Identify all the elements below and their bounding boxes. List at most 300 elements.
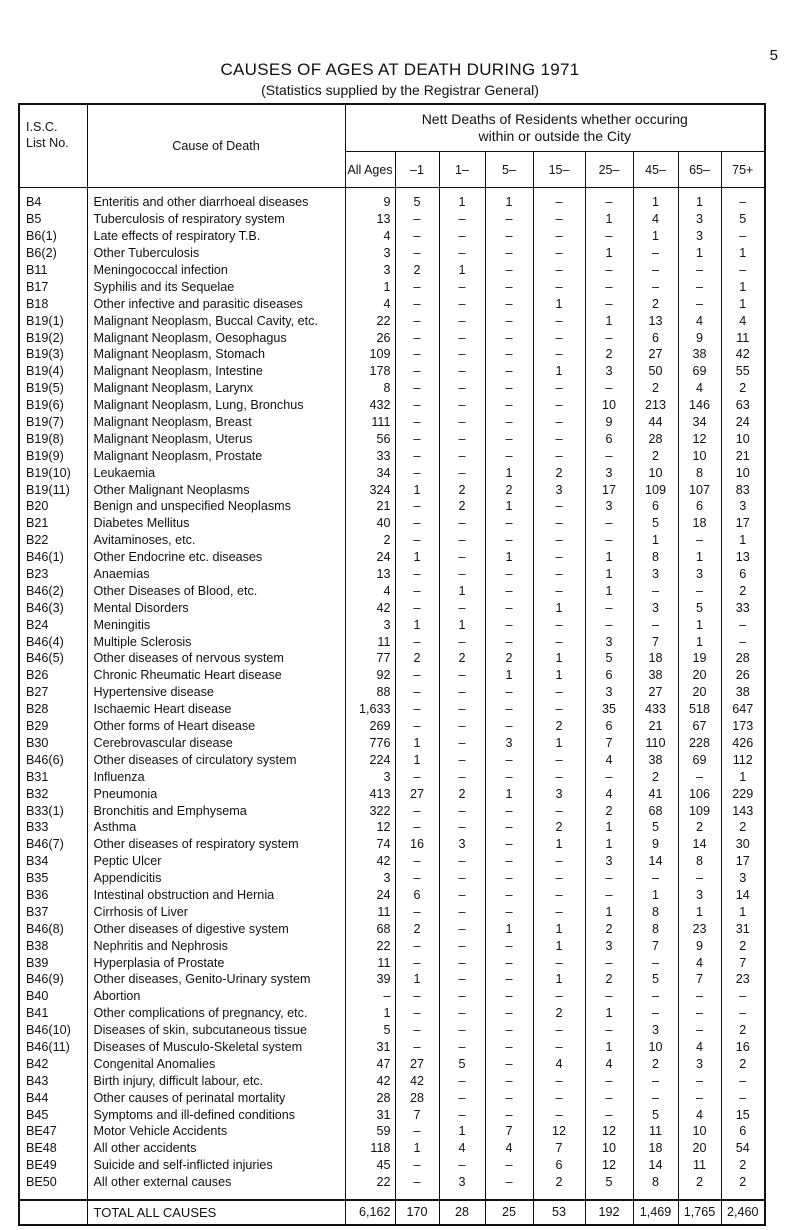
age-value: – bbox=[633, 616, 678, 633]
icsc-code: B19(11) bbox=[19, 481, 87, 498]
age-value: 23 bbox=[721, 971, 765, 988]
table-row bbox=[19, 1174, 765, 1200]
age-value: 2 bbox=[439, 481, 485, 498]
age-header-8: 75+ bbox=[721, 152, 765, 188]
all-ages-value: 31 bbox=[345, 1106, 395, 1123]
age-value: 1 bbox=[585, 582, 633, 599]
cause-name: Anaemias bbox=[87, 566, 345, 583]
cause-name: Suicide and self-inflicted injuries bbox=[87, 1157, 345, 1174]
age-value: – bbox=[485, 853, 533, 870]
all-ages-value: 31 bbox=[345, 1039, 395, 1056]
age-value: 1 bbox=[395, 616, 439, 633]
cause-name: Malignant Neoplasm, Larynx bbox=[87, 380, 345, 397]
table-row bbox=[19, 188, 765, 211]
age-value: 20 bbox=[678, 667, 721, 684]
age-value: – bbox=[439, 447, 485, 464]
table-row bbox=[19, 1157, 765, 1174]
age-value: – bbox=[485, 633, 533, 650]
nett-header-line1: Nett Deaths of Residents whether occuring bbox=[421, 111, 688, 127]
table-row bbox=[19, 566, 765, 583]
age-value: 6 bbox=[721, 566, 765, 583]
age-value: – bbox=[485, 1174, 533, 1200]
age-value: 10 bbox=[678, 447, 721, 464]
age-value: 3 bbox=[439, 836, 485, 853]
age-value: – bbox=[485, 566, 533, 583]
age-value: 2 bbox=[533, 464, 585, 481]
age-value: 3 bbox=[633, 599, 678, 616]
age-value: 1 bbox=[721, 768, 765, 785]
table-row bbox=[19, 363, 765, 380]
age-value: – bbox=[721, 1005, 765, 1022]
age-value: – bbox=[439, 735, 485, 752]
age-value: 18 bbox=[633, 1140, 678, 1157]
age-value: – bbox=[439, 1022, 485, 1039]
table-row bbox=[19, 295, 765, 312]
all-ages-value: 11 bbox=[345, 633, 395, 650]
table-row bbox=[19, 684, 765, 701]
table-row bbox=[19, 937, 765, 954]
age-value: 16 bbox=[395, 836, 439, 853]
all-ages-value: 24 bbox=[345, 549, 395, 566]
age-value: 1 bbox=[678, 188, 721, 211]
age-value: 7 bbox=[678, 971, 721, 988]
age-value: – bbox=[678, 870, 721, 887]
age-value: 2 bbox=[485, 650, 533, 667]
icsc-code: B46(8) bbox=[19, 920, 87, 937]
age-value: – bbox=[395, 380, 439, 397]
cause-name: Other infective and parasitic diseases bbox=[87, 295, 345, 312]
age-value: – bbox=[439, 312, 485, 329]
age-value: – bbox=[485, 312, 533, 329]
age-value: 4 bbox=[678, 1106, 721, 1123]
age-value: – bbox=[533, 684, 585, 701]
age-value: 2 bbox=[678, 1174, 721, 1200]
age-value: 2 bbox=[585, 802, 633, 819]
age-value: – bbox=[485, 954, 533, 971]
age-value: 2 bbox=[533, 1005, 585, 1022]
age-value: 5 bbox=[633, 515, 678, 532]
icsc-code: B46(1) bbox=[19, 549, 87, 566]
age-value: 20 bbox=[678, 1140, 721, 1157]
age-value: – bbox=[485, 363, 533, 380]
age-value: – bbox=[721, 228, 765, 245]
age-value: 31 bbox=[721, 920, 765, 937]
cause-name: Leukaemia bbox=[87, 464, 345, 481]
age-value: 12 bbox=[678, 430, 721, 447]
cause-name: Motor Vehicle Accidents bbox=[87, 1123, 345, 1140]
age-value: – bbox=[533, 768, 585, 785]
age-value: 1 bbox=[585, 819, 633, 836]
age-value: – bbox=[485, 616, 533, 633]
total-age-value: 170 bbox=[395, 1200, 439, 1225]
table-row bbox=[19, 1140, 765, 1157]
table-row bbox=[19, 971, 765, 988]
age-value: – bbox=[585, 768, 633, 785]
age-value: – bbox=[585, 329, 633, 346]
age-value: 5 bbox=[395, 188, 439, 211]
age-value: – bbox=[585, 954, 633, 971]
age-value: 18 bbox=[678, 515, 721, 532]
age-value: 34 bbox=[678, 414, 721, 431]
age-value: – bbox=[533, 1072, 585, 1089]
age-value: – bbox=[678, 768, 721, 785]
age-value: 5 bbox=[439, 1055, 485, 1072]
table-row bbox=[19, 1089, 765, 1106]
age-value: 2 bbox=[533, 718, 585, 735]
cause-name: Birth injury, difficult labour, etc. bbox=[87, 1072, 345, 1089]
age-value: – bbox=[395, 566, 439, 583]
age-value: – bbox=[395, 363, 439, 380]
icsc-code: B46(3) bbox=[19, 599, 87, 616]
age-value: 15 bbox=[721, 1106, 765, 1123]
age-value: 1 bbox=[439, 616, 485, 633]
table-row bbox=[19, 481, 765, 498]
age-value: 1 bbox=[533, 650, 585, 667]
table-row bbox=[19, 768, 765, 785]
age-value: – bbox=[585, 1089, 633, 1106]
age-header-0: All Ages bbox=[345, 152, 395, 188]
all-ages-value: 47 bbox=[345, 1055, 395, 1072]
age-value: – bbox=[439, 887, 485, 904]
age-value: 54 bbox=[721, 1140, 765, 1157]
icsc-code: B46(10) bbox=[19, 1022, 87, 1039]
icsc-code: B41 bbox=[19, 1005, 87, 1022]
icsc-header-line2: List No. bbox=[26, 136, 69, 150]
age-value: – bbox=[485, 903, 533, 920]
total-age-value: 1,765 bbox=[678, 1200, 721, 1225]
table-row bbox=[19, 414, 765, 431]
age-value: 1 bbox=[485, 188, 533, 211]
age-value: 109 bbox=[633, 481, 678, 498]
all-ages-value: 324 bbox=[345, 481, 395, 498]
age-value: – bbox=[533, 498, 585, 515]
all-ages-value: 3 bbox=[345, 616, 395, 633]
page-title: CAUSES OF AGES AT DEATH DURING 1971 bbox=[220, 60, 580, 79]
age-value: 1 bbox=[721, 532, 765, 549]
age-value: – bbox=[533, 188, 585, 211]
age-value: – bbox=[395, 684, 439, 701]
cause-name: Malignant Neoplasm, Oesophagus bbox=[87, 329, 345, 346]
icsc-code: B37 bbox=[19, 903, 87, 920]
cause-name: Other diseases of respiratory system bbox=[87, 836, 345, 853]
cause-name: Appendicitis bbox=[87, 870, 345, 887]
age-value: 229 bbox=[721, 785, 765, 802]
table-body bbox=[19, 188, 765, 1200]
age-value: 8 bbox=[633, 1174, 678, 1200]
age-value: 3 bbox=[585, 363, 633, 380]
cause-name: Benign and unspecified Neoplasms bbox=[87, 498, 345, 515]
all-ages-value: 26 bbox=[345, 329, 395, 346]
cause-name: Late effects of respiratory T.B. bbox=[87, 228, 345, 245]
table-row bbox=[19, 430, 765, 447]
age-value: 7 bbox=[633, 633, 678, 650]
age-value: 2 bbox=[395, 920, 439, 937]
age-value: 1 bbox=[439, 582, 485, 599]
age-value: 1 bbox=[533, 735, 585, 752]
all-ages-value: 1 bbox=[345, 278, 395, 295]
age-value: – bbox=[439, 1106, 485, 1123]
age-value: 6 bbox=[721, 1123, 765, 1140]
age-value: – bbox=[395, 532, 439, 549]
age-header-6: 45– bbox=[633, 152, 678, 188]
age-value: 1 bbox=[721, 903, 765, 920]
age-value: 2 bbox=[721, 937, 765, 954]
age-value: – bbox=[633, 954, 678, 971]
cause-name: Chronic Rheumatic Heart disease bbox=[87, 667, 345, 684]
age-value: 26 bbox=[721, 667, 765, 684]
age-value: 1 bbox=[678, 616, 721, 633]
age-value: 28 bbox=[633, 430, 678, 447]
cause-name: Meningitis bbox=[87, 616, 345, 633]
age-value: – bbox=[485, 768, 533, 785]
all-ages-value: 9 bbox=[345, 188, 395, 211]
age-value: 5 bbox=[721, 211, 765, 228]
age-value: 1 bbox=[585, 903, 633, 920]
age-value: 4 bbox=[585, 1055, 633, 1072]
age-value: – bbox=[395, 954, 439, 971]
total-age-value: 1,469 bbox=[633, 1200, 678, 1225]
age-value: – bbox=[485, 802, 533, 819]
all-ages-value: 45 bbox=[345, 1157, 395, 1174]
icsc-code: B36 bbox=[19, 887, 87, 904]
all-ages-value: 4 bbox=[345, 295, 395, 312]
age-value: 3 bbox=[678, 1055, 721, 1072]
age-value: – bbox=[395, 397, 439, 414]
icsc-code: B42 bbox=[19, 1055, 87, 1072]
age-value: 1 bbox=[721, 278, 765, 295]
table-row bbox=[19, 1123, 765, 1140]
age-value: 8 bbox=[678, 853, 721, 870]
icsc-code: B20 bbox=[19, 498, 87, 515]
cause-name: All other external causes bbox=[87, 1174, 345, 1200]
age-value: – bbox=[585, 228, 633, 245]
icsc-code: B6(1) bbox=[19, 228, 87, 245]
all-ages-value: 68 bbox=[345, 920, 395, 937]
all-ages-value: 111 bbox=[345, 414, 395, 431]
age-value: 2 bbox=[485, 481, 533, 498]
cause-name: Peptic Ulcer bbox=[87, 853, 345, 870]
age-value: 3 bbox=[533, 481, 585, 498]
age-value: – bbox=[678, 295, 721, 312]
age-value: – bbox=[678, 582, 721, 599]
icsc-code: B19(8) bbox=[19, 430, 87, 447]
age-value: – bbox=[585, 447, 633, 464]
age-value: 1 bbox=[439, 1123, 485, 1140]
icsc-code: B23 bbox=[19, 566, 87, 583]
cause-name: Other Diseases of Blood, etc. bbox=[87, 582, 345, 599]
age-value: – bbox=[633, 988, 678, 1005]
all-ages-value: 269 bbox=[345, 718, 395, 735]
icsc-code: B19(6) bbox=[19, 397, 87, 414]
age-value: 2 bbox=[721, 1022, 765, 1039]
age-value: – bbox=[533, 228, 585, 245]
table-row bbox=[19, 718, 765, 735]
age-header-5: 25– bbox=[585, 152, 633, 188]
age-value: 4 bbox=[678, 1039, 721, 1056]
age-value: 143 bbox=[721, 802, 765, 819]
age-value: 2 bbox=[721, 1174, 765, 1200]
all-ages-value: 11 bbox=[345, 954, 395, 971]
table-row bbox=[19, 312, 765, 329]
age-header-7: 65– bbox=[678, 152, 721, 188]
age-value: 1 bbox=[395, 1140, 439, 1157]
age-value: 8 bbox=[633, 920, 678, 937]
age-value: 1 bbox=[533, 295, 585, 312]
total-label: TOTAL ALL CAUSES bbox=[87, 1200, 345, 1225]
age-value: – bbox=[395, 312, 439, 329]
age-value: 1 bbox=[678, 245, 721, 262]
age-value: – bbox=[439, 414, 485, 431]
age-value: – bbox=[395, 768, 439, 785]
age-value: 1 bbox=[485, 667, 533, 684]
table-header bbox=[19, 104, 765, 188]
cause-name: Enteritis and other diarrhoeal diseases bbox=[87, 188, 345, 211]
cause-name: All other accidents bbox=[87, 1140, 345, 1157]
age-value: – bbox=[395, 211, 439, 228]
age-value: 228 bbox=[678, 735, 721, 752]
icsc-code: B38 bbox=[19, 937, 87, 954]
age-value: 4 bbox=[585, 751, 633, 768]
table-row bbox=[19, 751, 765, 768]
age-value: 10 bbox=[678, 1123, 721, 1140]
table-row bbox=[19, 228, 765, 245]
age-value: – bbox=[485, 278, 533, 295]
all-ages-value: 118 bbox=[345, 1140, 395, 1157]
age-value: 647 bbox=[721, 701, 765, 718]
age-value: – bbox=[585, 380, 633, 397]
age-value: 21 bbox=[721, 447, 765, 464]
age-value: 9 bbox=[585, 414, 633, 431]
age-value: – bbox=[533, 430, 585, 447]
age-value: 433 bbox=[633, 701, 678, 718]
age-value: – bbox=[439, 633, 485, 650]
age-value: – bbox=[721, 188, 765, 211]
age-value: – bbox=[485, 262, 533, 279]
age-value: – bbox=[533, 397, 585, 414]
table-row bbox=[19, 819, 765, 836]
causes-of-death-table bbox=[18, 103, 766, 1226]
age-value: 19 bbox=[678, 650, 721, 667]
age-value: 7 bbox=[485, 1123, 533, 1140]
table-row bbox=[19, 262, 765, 279]
age-value: 42 bbox=[395, 1072, 439, 1089]
cause-header: Cause of Death bbox=[87, 104, 345, 188]
all-ages-value: 88 bbox=[345, 684, 395, 701]
icsc-code: B32 bbox=[19, 785, 87, 802]
age-value: 14 bbox=[721, 887, 765, 904]
age-value: 35 bbox=[585, 701, 633, 718]
table-row bbox=[19, 1039, 765, 1056]
age-value: – bbox=[585, 532, 633, 549]
age-value: 4 bbox=[585, 785, 633, 802]
age-value: 28 bbox=[395, 1089, 439, 1106]
all-ages-value: 42 bbox=[345, 599, 395, 616]
age-value: – bbox=[485, 1072, 533, 1089]
age-value: 4 bbox=[678, 312, 721, 329]
age-value: – bbox=[678, 1072, 721, 1089]
icsc-code: B46(4) bbox=[19, 633, 87, 650]
icsc-code: B46(5) bbox=[19, 650, 87, 667]
age-value: 8 bbox=[633, 549, 678, 566]
age-value: – bbox=[485, 430, 533, 447]
age-value: 3 bbox=[585, 684, 633, 701]
age-value: – bbox=[485, 751, 533, 768]
all-ages-value: 92 bbox=[345, 667, 395, 684]
age-value: – bbox=[533, 633, 585, 650]
age-value: 10 bbox=[721, 464, 765, 481]
age-value: 6 bbox=[678, 498, 721, 515]
age-value: 17 bbox=[585, 481, 633, 498]
age-value: 44 bbox=[633, 414, 678, 431]
age-value: 2 bbox=[439, 498, 485, 515]
age-value: 27 bbox=[633, 346, 678, 363]
all-ages-value: 109 bbox=[345, 346, 395, 363]
age-value: 107 bbox=[678, 481, 721, 498]
age-value: – bbox=[585, 295, 633, 312]
cause-name: Malignant Neoplasm, Prostate bbox=[87, 447, 345, 464]
age-value: 1 bbox=[395, 751, 439, 768]
cause-name: Malignant Neoplasm, Intestine bbox=[87, 363, 345, 380]
age-value: 112 bbox=[721, 751, 765, 768]
table-row bbox=[19, 701, 765, 718]
age-value: – bbox=[585, 616, 633, 633]
age-value: 11 bbox=[721, 329, 765, 346]
age-value: – bbox=[485, 1089, 533, 1106]
age-value: – bbox=[395, 701, 439, 718]
cause-name: Tuberculosis of respiratory system bbox=[87, 211, 345, 228]
age-value: 1 bbox=[533, 971, 585, 988]
age-header-3: 5– bbox=[485, 152, 533, 188]
age-value: – bbox=[533, 616, 585, 633]
cause-name: Other diseases of digestive system bbox=[87, 920, 345, 937]
all-ages-value: 34 bbox=[345, 464, 395, 481]
cause-name: Meningococcal infection bbox=[87, 262, 345, 279]
cause-name: Other diseases of nervous system bbox=[87, 650, 345, 667]
cause-name: Diseases of skin, subcutaneous tissue bbox=[87, 1022, 345, 1039]
age-value: – bbox=[395, 718, 439, 735]
age-value: – bbox=[533, 447, 585, 464]
age-value: 3 bbox=[678, 566, 721, 583]
age-value: 14 bbox=[633, 853, 678, 870]
age-value: 24 bbox=[721, 414, 765, 431]
age-value: 7 bbox=[395, 1106, 439, 1123]
all-ages-value: 413 bbox=[345, 785, 395, 802]
age-value: 2 bbox=[633, 380, 678, 397]
table-row bbox=[19, 616, 765, 633]
age-value: – bbox=[395, 329, 439, 346]
cause-name: Other Malignant Neoplasms bbox=[87, 481, 345, 498]
age-value: – bbox=[395, 667, 439, 684]
age-value: 1 bbox=[533, 599, 585, 616]
age-value: – bbox=[533, 566, 585, 583]
age-value: – bbox=[439, 751, 485, 768]
age-value: 3 bbox=[585, 633, 633, 650]
all-ages-value: 12 bbox=[345, 819, 395, 836]
age-value: 2 bbox=[585, 920, 633, 937]
total-age-value: 2,460 bbox=[721, 1200, 765, 1225]
age-value: – bbox=[485, 397, 533, 414]
age-value: 6 bbox=[533, 1157, 585, 1174]
age-value: – bbox=[485, 295, 533, 312]
all-ages-value: 1,633 bbox=[345, 701, 395, 718]
age-value: – bbox=[533, 1089, 585, 1106]
age-value: – bbox=[633, 245, 678, 262]
age-value: – bbox=[533, 211, 585, 228]
age-value: – bbox=[533, 278, 585, 295]
nett-deaths-header bbox=[345, 104, 765, 152]
age-value: 10 bbox=[585, 397, 633, 414]
age-value: – bbox=[585, 278, 633, 295]
